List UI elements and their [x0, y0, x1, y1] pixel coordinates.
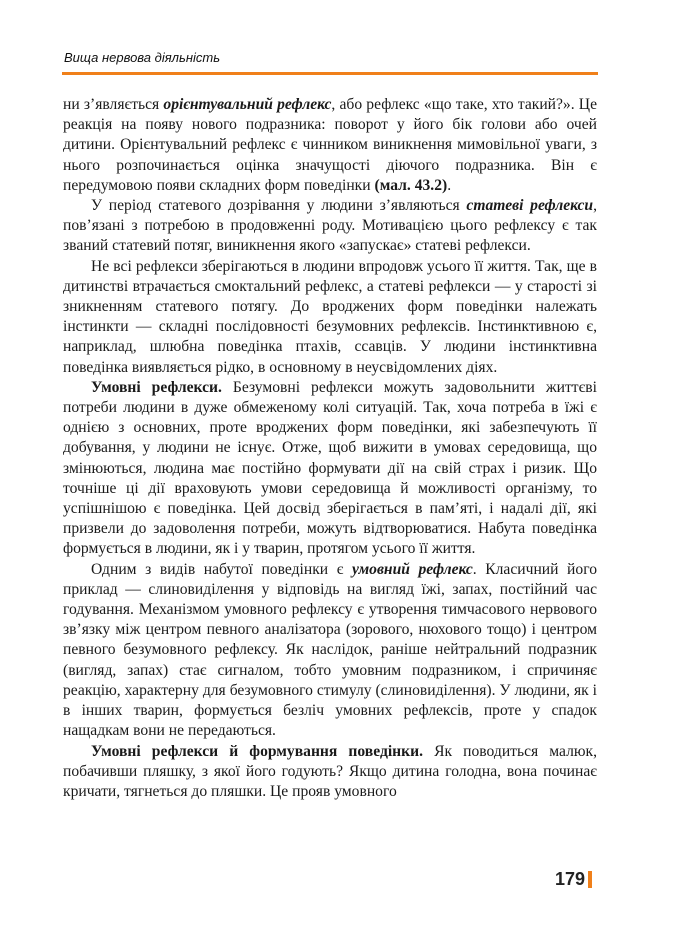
text-run: , пов’язані з потребою в продовженні роду. Мотивацією цього рефлексу є так званий статевий потяг, виникнення якого «запускає» статеві рефлекси.: [63, 197, 597, 255]
text-run: Одним з видів набутої поведінки є: [91, 560, 352, 578]
page-number: [555, 869, 592, 890]
paragraph: [63, 742, 597, 803]
header-rule: [62, 72, 598, 75]
body-text: [63, 95, 597, 802]
emphasized-term: умовний рефлекс: [351, 560, 473, 578]
paragraph: [63, 378, 597, 560]
text-run: . Класичний його приклад — слиновиділення у відповідь на вигляд їжі, запах, постійний час годування. Механізмом умовного рефлексу є утворення тимчасового нервового зв’язку між центром певного аналізатора (зорового, нюхового тощо) і центром певного безумовного рефлексу. Як наслідок, раніше нейтральний подразник (вигляд, запах) стає сигналом, тобто умовним подразником, і спричиняє реакцію, характерну для безумовного стимулу (слиновиділення). У людини, як і в інших тварин, формується безліч умовних рефлексів, проте у спадок нащадкам вони не передаються.: [63, 560, 597, 740]
bold-text: Умовні рефлекси.: [91, 378, 222, 396]
bold-text: Умовні рефлекси й формування поведінки.: [91, 742, 424, 760]
paragraph: [63, 560, 597, 742]
text-run: Не всі рефлекси зберігаються в людини впродовж усього її життя. Так, ще в дитинстві втрачається смоктальний рефлекс, а статеві рефлекси — у старості зі зникненням статевого потягу. До вроджених форм поведінки належать інстинкти — складні послідовності безумовних рефлексів. Інстинктивною є, наприклад, шлюбна поведінка птахів, ссавців. У людини інстинктивна поведінка виявляється рідко, в основному в неусвідомлених діях.: [63, 257, 597, 376]
paragraph: [63, 257, 597, 378]
page-header: [62, 50, 598, 75]
text-run: Як поводиться малюк, побачивши пляшку, з якої його годують? Якщо дитина голодна, вона починає кричати, тягнеться до пляшки. Це прояв умовного: [63, 742, 597, 800]
text-run: Безумовні рефлекси можуть задовольнити життєві потреби людини в дуже обмеженому колі ситуацій. Так, хоча потреба в їжі є однією з основних, проте вроджених форм поведінки, які забезпечують її добування, у людини не існує. Отже, щоб вижити в умовах середовища, що змінюються, людина має постійно формувати дії на свій страх і ризик. Що точніше ці дії враховують умови середовища й можливості організму, то успішнішою є поведінка. Цей досвід зберігається в пам’яті, і надалі дії, які призвели до задоволення потреби, можуть відтворюватися. Набута поведінка формується в людини, як і у тварин, протягом усього її життя.: [63, 378, 597, 558]
emphasized-term: орієнтувальний рефлекс: [163, 96, 332, 113]
page-number-text: 179: [555, 869, 586, 889]
text-run: У період статевого дозрівання у людини з’являються: [91, 197, 467, 215]
emphasized-term: статеві рефлекси: [466, 197, 594, 215]
paragraph: [63, 196, 597, 257]
text-run: , або рефлекс «що таке, хто такий?». Це реакція на появу нового подразника: поворот у його бік голови або очей дитини. Орієнтувальний рефлекс є чинником виникнення мимовільної уваги, з нього розпочинається оцінка значущості діючого подразника. Він є передумовою появи складних форм поведінки: [63, 96, 597, 194]
running-head-title: Вища нервова діяльність: [64, 50, 221, 65]
paragraph: [63, 95, 597, 196]
text-run: .: [447, 176, 452, 194]
page-number-accent-bar: [588, 871, 592, 888]
bold-text: (мал. 43.2): [374, 176, 448, 194]
text-run: ни з’являється: [63, 96, 164, 113]
